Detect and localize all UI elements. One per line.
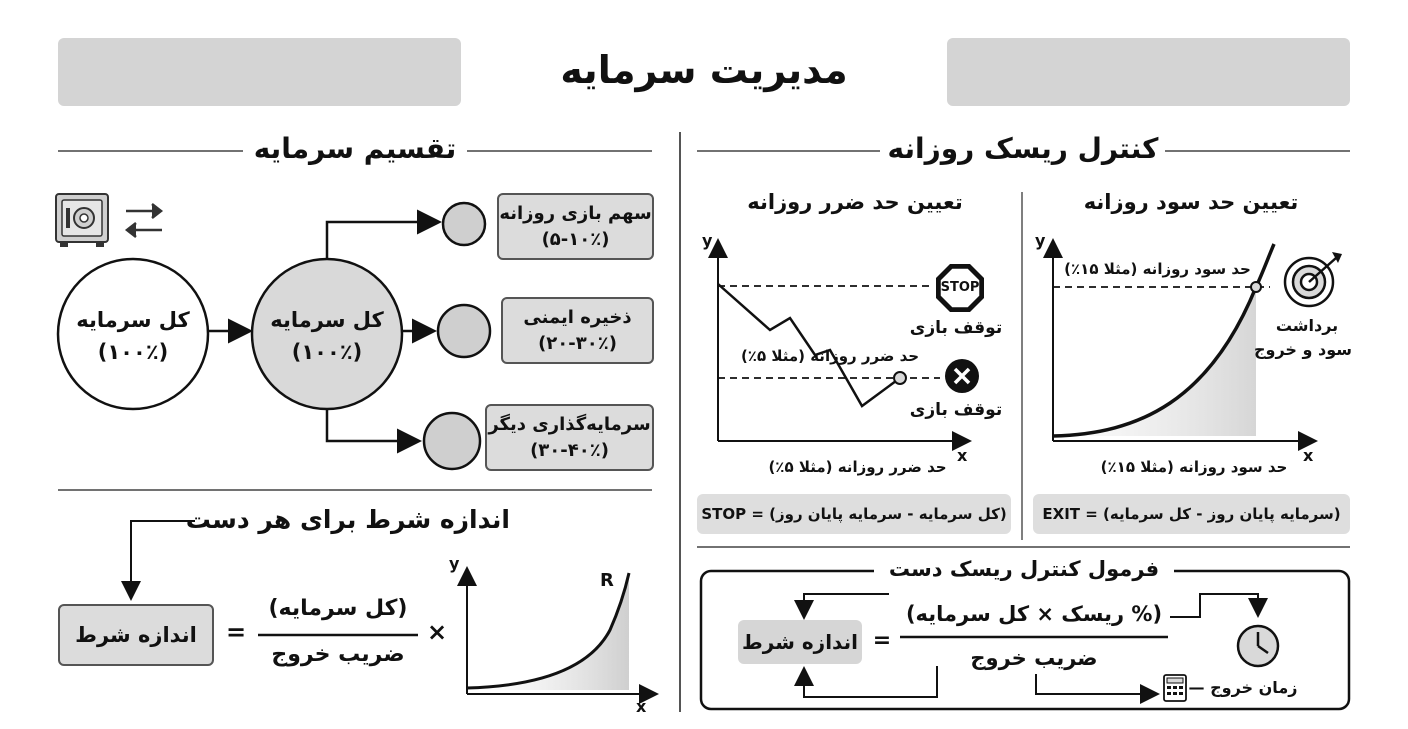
risk-control-heading: کنترل ریسک روزانه [887, 132, 1159, 165]
stop-sign-text: STOP [940, 280, 980, 295]
take-profit-label-1: برداشت [1275, 316, 1339, 335]
total-capital-circle-1-line1: کل سرمایه [76, 308, 190, 332]
page-title: مدیریت سرمایه [560, 48, 848, 92]
bet-chart-x-label: x [636, 697, 647, 716]
loss-chart-x-axis: x [957, 446, 968, 465]
bet-size-heading: اندازه شرط برای هر دست [185, 505, 510, 534]
exit-formula: EXIT = (سرمایه پایان روز - کل سرمایه) [1033, 494, 1350, 534]
target-icon [1285, 252, 1342, 306]
bet-size-result: اندازه شرط [58, 604, 214, 666]
stop-play-label-1: توقف بازی [909, 318, 1003, 338]
bet-size-denominator: ضریب خروج [271, 642, 405, 667]
branch-safety-reserve-label: ذخیره ایمنی [523, 306, 632, 328]
safe-icon [56, 194, 108, 247]
close-circle-icon [945, 359, 979, 393]
branch-daily-play-percent: (۵-۱۰٪) [541, 228, 610, 250]
loss-line-label: حد ضرر روزانه (مثلا ۵٪) [740, 347, 920, 365]
formula-equals: = [872, 628, 892, 653]
clock-icon [1238, 626, 1278, 666]
profit-chart-x-axis: x [1303, 446, 1314, 465]
stop-formula: STOP = (کل سرمایه - سرمایه پایان روز) [697, 494, 1011, 534]
formula-box-heading: فرمول کنترل ریسک دست [874, 557, 1174, 581]
bet-size-equals: = [225, 618, 247, 646]
capital-split-heading: تقسیم سرمایه [253, 132, 457, 165]
loss-axis-caption: حد ضرر روزانه (مثلا ۵٪) [768, 458, 947, 476]
branch-safety-reserve [501, 297, 654, 364]
profit-limit-heading: تعیین حد سود روزانه [1083, 190, 1299, 214]
branch-safety-reserve-percent: (۲۰-۳۰٪) [538, 332, 617, 354]
calculator-icon [1164, 675, 1186, 701]
formula-result: اندازه شرط [738, 620, 862, 664]
profit-line-label: حد سود روزانه (مثلا ۱۵٪) [1064, 260, 1251, 278]
stop-play-label-2: توقف بازی [909, 400, 1003, 420]
bet-chart-y-label: y [449, 554, 460, 573]
total-capital-circle-1-line2: (۱۰۰٪) [97, 340, 169, 364]
branch-daily-play-label: سهم بازی روزانه [499, 202, 652, 224]
profit-axis-caption: حد سود روزانه (مثلا ۱۵٪) [1100, 458, 1288, 476]
formula-numerator: (% ریسک × کل سرمایه) [905, 602, 1163, 626]
take-profit-label-2: سود و خروج [1253, 340, 1353, 359]
transfer-arrows-icon [126, 204, 162, 237]
bet-size-times: × [426, 618, 448, 646]
branch-other-investment-percent: (۳۰-۴۰٪) [530, 439, 609, 461]
loss-chart-y-axis: y [702, 231, 713, 250]
loss-limit-heading: تعیین حد ضرر روزانه [747, 190, 963, 214]
total-capital-circle-2-line2: (۱۰۰٪) [291, 340, 363, 364]
branch-daily-play [497, 193, 654, 260]
exit-time-label: زمان خروج — [1188, 678, 1298, 697]
formula-denominator: ضریب خروج [970, 646, 1098, 670]
branch-other-investment [485, 404, 654, 471]
bet-size-numerator: (کل سرمایه) [268, 596, 408, 621]
profit-chart-y-axis: y [1035, 231, 1046, 250]
bet-chart-curve-label: R [600, 570, 614, 591]
total-capital-circle-2-line1: کل سرمایه [270, 308, 384, 332]
branch-other-investment-label: سرمایه‌گذاری دیگر [488, 413, 651, 435]
